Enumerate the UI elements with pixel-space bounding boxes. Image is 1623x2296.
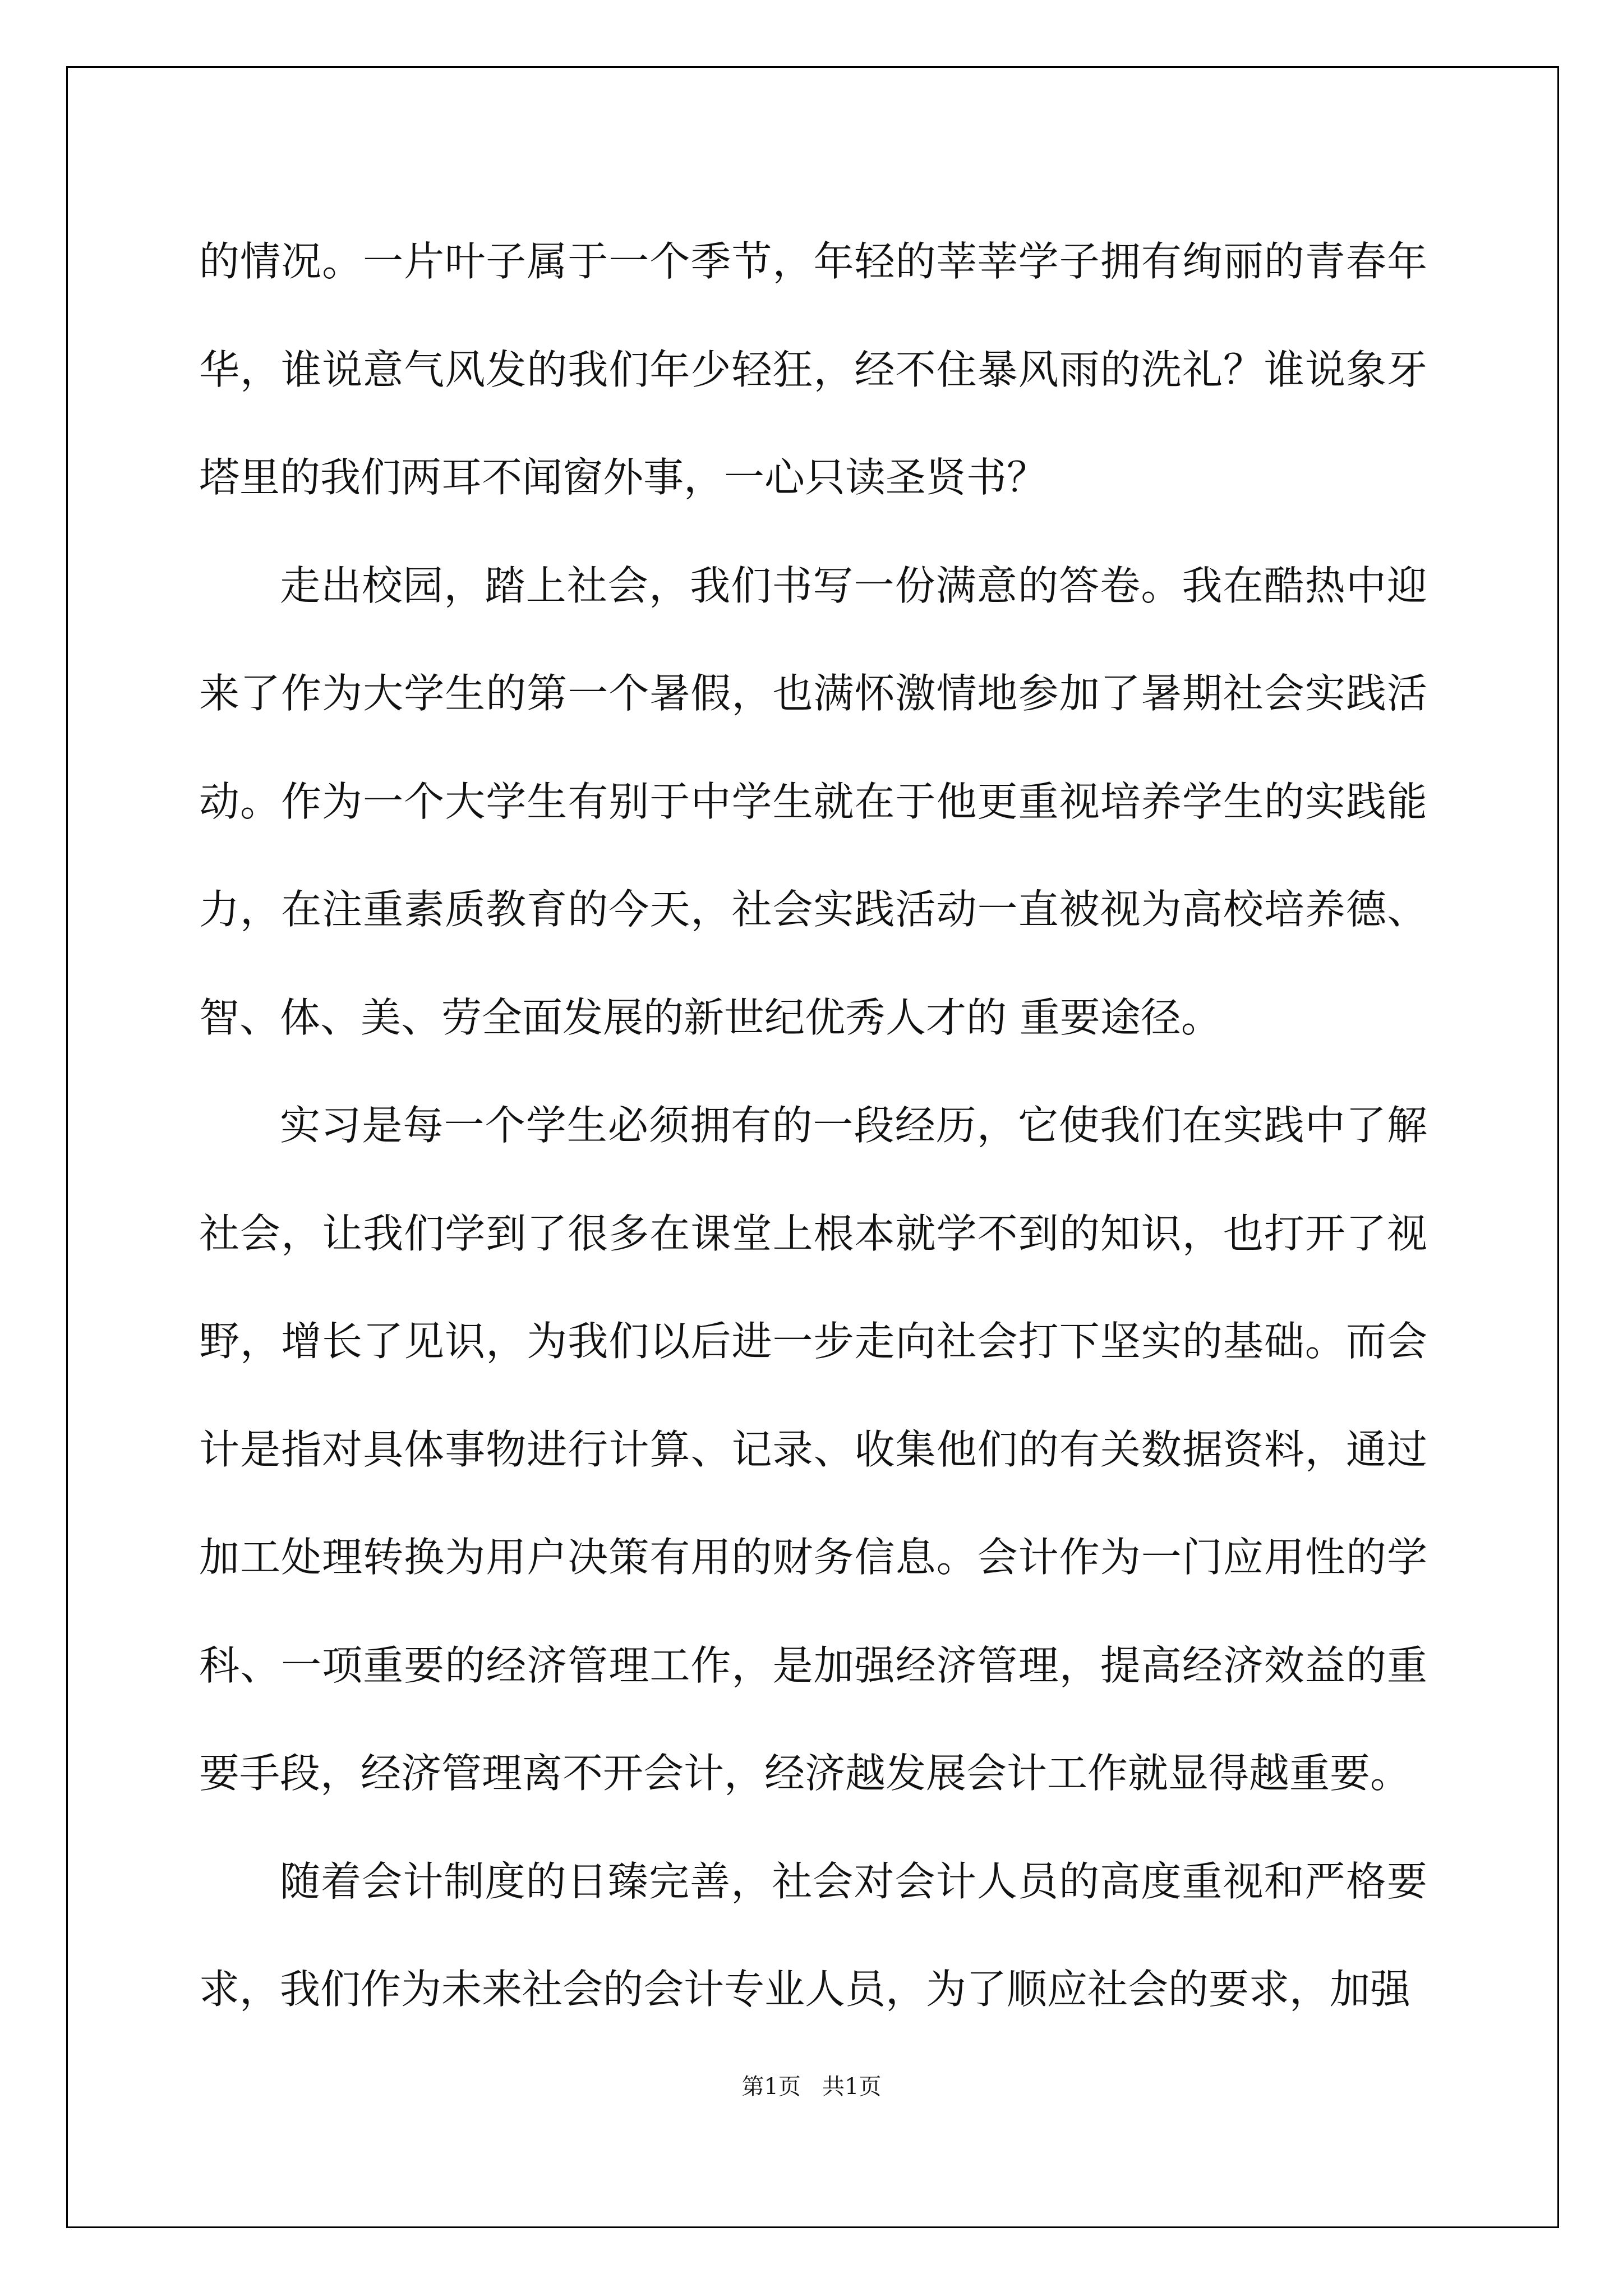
paragraph-4: 随着会计制度的日臻完善，社会对会计人员的高度重视和严格要求，我们作为未来社会的会计专业人员，为了顺应社会的要求，加强: [199, 1857, 1427, 2013]
page-footer: 第1页 共1页: [741, 2074, 882, 2100]
document-body: [199, 208, 1427, 2044]
paragraph-2: 走出校园，踏上社会，我们书写一份满意的答卷。我在酷热中迎来了作为大学生的第一个暑假，也满怀激情地参加了暑期社会实践活动。作为一个大学生有别于中学生就在于他更重视培养学生的实践能力，在注重素质教育的今天，社会实践活动一直被视为高校培养德、智、体、美、劳全面发展的新世纪优秀人才的 重要途径。: [199, 562, 1427, 1041]
paragraph-1: 的情况。一片叶子属于一个季节，年轻的莘莘学子拥有绚丽的青春年华，谁说意气风发的我们年少轻狂，经不住暴风雨的洗礼？谁说象牙塔里的我们两耳不闻窗外事，一心只读圣贤书？: [199, 238, 1427, 501]
paragraph-3: 实习是每一个学生必须拥有的一段经历，它使我们在实践中了解社会，让我们学到了很多在课堂上根本就学不到的知识，也打开了视野，增长了见识，为我们以后进一步走向社会打下坚实的基础。而会计是指对具体事物进行计算、记录、收集他们的有关数据资料，通过加工处理转换为用户决策有用的财务信息。会计作为一门应用性的学科、一项重要的经济管理工作，是加强经济管理，提高经济效益的重要手段，经济管理离不开会计，经济越发展会计工作就显得越重要。: [199, 1102, 1427, 1797]
